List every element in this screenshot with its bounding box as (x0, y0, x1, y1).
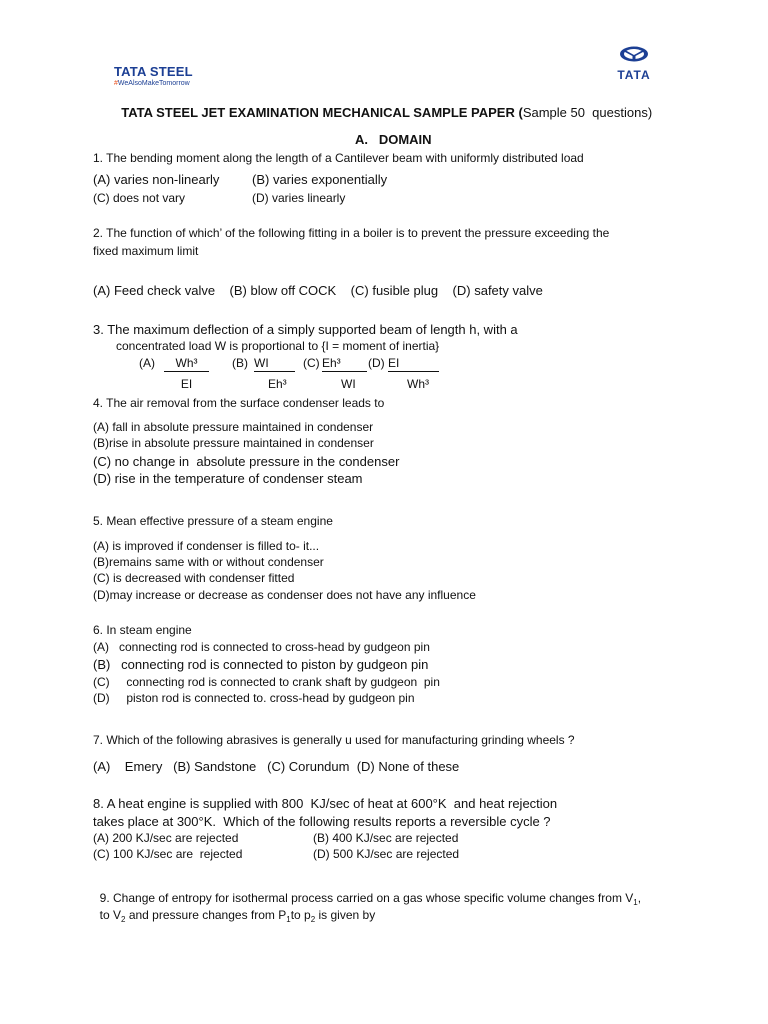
section-heading: A. DOMAIN (355, 132, 432, 147)
question-5-option-d: (D)may increase or decrease as condenser does not have any influence (93, 588, 476, 602)
question-4-option-c: (C) no change in absolute pressure in the condenser (93, 454, 400, 469)
question-1-option-c: (C) does not vary (93, 191, 186, 205)
question-3-option-c-numerator: Eh³ (322, 356, 367, 372)
question-3-option-d-numerator: EI (388, 356, 439, 372)
question-3-option-b-label: (B) (232, 356, 248, 370)
question-2-text-line-2: fixed maximum limit (93, 244, 199, 258)
question-8-text-line-2: takes place at 300°K. Which of the following results reports a reversible cycle ? (93, 814, 551, 829)
question-3-option-b-denominator: Eh³ (268, 377, 287, 391)
tata-logo-name: TATA (617, 68, 651, 82)
question-6-option-d: (D) piston rod is connected to. cross-head by gudgeon pin (93, 691, 415, 705)
question-3-option-a-fraction (164, 356, 209, 391)
tata-steel-logo-tagline: #WeAlsoMakeTomorrow (114, 80, 190, 87)
question-3-option-c-fraction (322, 356, 367, 391)
question-5-option-b: (B)remains same with or without condenser (93, 555, 324, 569)
question-9-text-line-2: to $V_2$ and pressure changes from $P_1to$ $p_2$ is given by (99, 908, 376, 924)
question-2-options: (A) Feed check valve (B) blow off COCK (C) fusible plug (D) safety valve (93, 283, 543, 298)
tata-steel-logo-name: TATA STEEL (114, 64, 193, 79)
question-1-option-d: (D) varies linearly (252, 191, 346, 205)
question-8-option-c: (C) 100 KJ/sec are rejected (93, 847, 243, 861)
question-7-options: (A) Emery (B) Sandstone (C) Corundum (D) None of these (93, 759, 460, 774)
question-4-option-b: (B)rise in absolute pressure maintained in condenser (93, 436, 374, 450)
question-5-option-c: (C) is decreased with condenser fitted (93, 571, 295, 585)
question-4-option-a: (A) fall in absolute pressure maintained in condenser (93, 420, 374, 434)
question-3-option-a-numerator: Wh³ (164, 356, 209, 372)
question-3-option-b-numerator: WI (254, 356, 295, 372)
question-4-text: 4. The air removal from the surface condenser leads to (93, 396, 385, 410)
question-8-option-d: (D) 500 KJ/sec are rejected (313, 847, 460, 861)
question-6-option-c: (C) connecting rod is connected to crank shaft by gudgeon pin (93, 675, 440, 689)
question-4-option-d: (D) rise in the temperature of condenser steam (93, 471, 363, 486)
question-9-text-line-1: 9. Change of entropy for isothermal process carried on a gas whose specific volume changes from $V_1$, (99, 891, 642, 907)
question-2-text-line-1: 2. The function of which’ of the following fitting in a boiler is to prevent the pressure exceeding the (93, 226, 610, 240)
question-5-text: 5. Mean effective pressure of a steam engine (93, 514, 333, 528)
page-title: TATA STEEL JET EXAMINATION MECHANICAL SAMPLE PAPER (Sample 50 questions) (121, 105, 653, 120)
question-3-option-b-fraction (254, 356, 295, 391)
question-1-option-b: (B) varies exponentially (252, 172, 388, 187)
question-3-text-line-2: concentrated load W is proportional to {I = moment of inertia} (116, 339, 440, 353)
question-7-text: 7. Which of the following abrasives is generally u used for manufacturing grinding wheels ? (93, 733, 575, 747)
question-3-option-d-label: (D) (368, 356, 385, 370)
question-3-option-d-fraction (388, 356, 439, 391)
tata-logo (608, 46, 660, 82)
question-3-option-a-denominator: EI (180, 377, 193, 391)
tata-emblem-icon (619, 46, 649, 62)
question-3-option-d-denominator: Wh³ (407, 377, 429, 391)
question-1-text: 1. The bending moment along the length of a Cantilever beam with uniformly distributed load (93, 151, 584, 165)
question-5-option-a: (A) is improved if condenser is filled to- it... (93, 539, 320, 553)
question-8-text-line-1: 8. A heat engine is supplied with 800 KJ/sec of heat at 600°K and heat rejection (93, 796, 558, 811)
question-8-option-a: (A) 200 KJ/sec are rejected (93, 831, 239, 845)
question-3-option-c-denominator: WI (341, 377, 356, 391)
question-3-text-line-1: 3. The maximum deflection of a simply supported beam of length h, with a (93, 322, 518, 337)
question-3-option-c-label: (C) (303, 356, 320, 370)
question-8-option-b: (B) 400 KJ/sec are rejected (313, 831, 459, 845)
question-6-option-b: (B) connecting rod is connected to piston by gudgeon pin (93, 657, 429, 672)
question-6-option-a: (A) connecting rod is connected to cross-head by gudgeon pin (93, 640, 430, 654)
question-3-option-a-label: (A) (139, 356, 155, 370)
question-1-option-a: (A) varies non-linearly (93, 172, 220, 187)
question-6-text: 6. In steam engine (93, 623, 192, 637)
tata-steel-logo (114, 64, 193, 87)
